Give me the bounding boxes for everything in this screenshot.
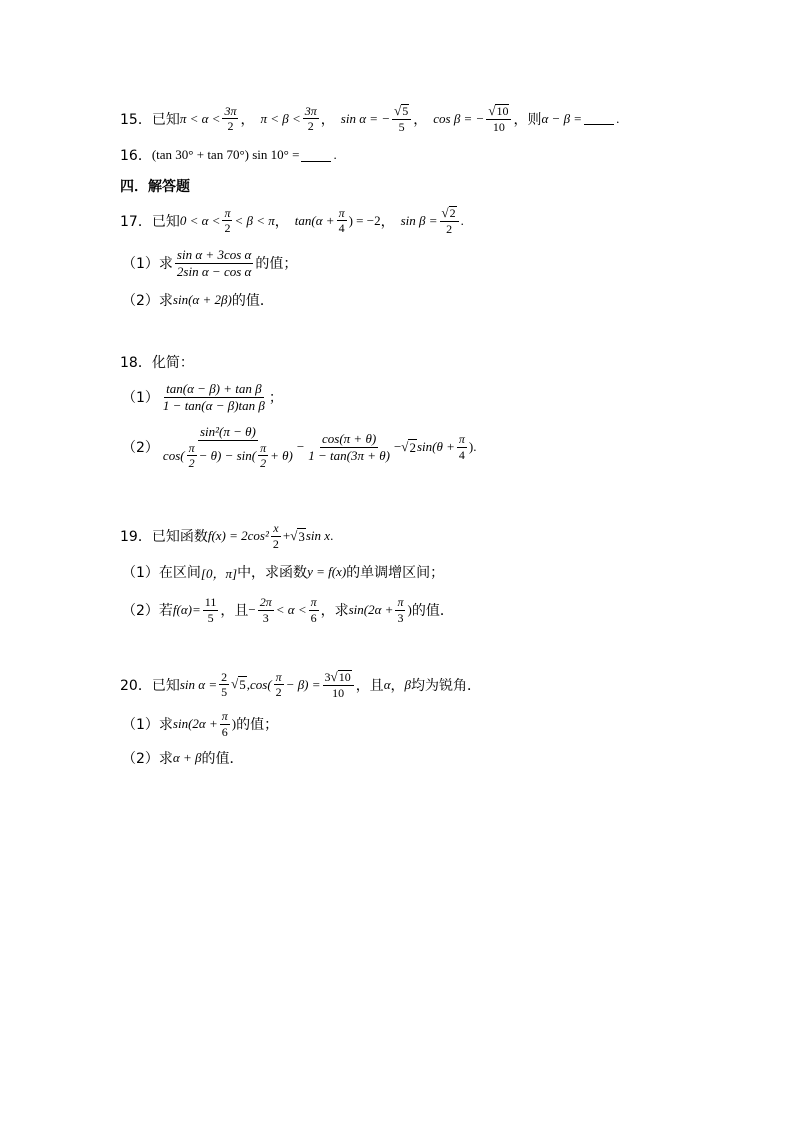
q19-part-2: （2）若 f(α)= $\frac{11}{5}$ ，且 − $\frac{2\pi}{3}$ < α < $\frac{\pi}{6}$ ，求 sin(2α + $\frac{\pi}{3}$ ) 的值． (122, 595, 454, 625)
q20-part-2: （2）求 α + β 的值． (122, 750, 244, 767)
question-18: 18． 化简： (120, 352, 194, 372)
answer-blank-15[interactable] (584, 112, 614, 125)
question-20: 20． 已知 sin α = $\frac{2}{5}$ √ 5 ,cos( $\frac{\pi}{2}$ − β) = 3 √ 10 10 ，且 α ， β 均为锐角． (120, 669, 481, 700)
q18-part-1: （1） $\frac{\text{tan(α − β) + tan β}}{\text{1 − tan(α − β)tan β}}$ ； (122, 381, 283, 413)
q19-part-1: （1）在区间 [0，π] 中，求函数 y = f(x) 的单调增区间； (122, 564, 445, 581)
question-19: 19． 已知函数 f(x) = 2cos² $\frac{x}{2}$ + √ 3 sin x . (120, 521, 334, 551)
q20-number: 20． (120, 677, 152, 694)
q16-number: 16． (120, 148, 152, 164)
question-15: 15． 已知 π < α < $\frac{3\pi}{2}$ ， π < β < $\frac{3\pi}{2}$ ， sin α = − √ 5 5 ， cos β = − √ 10 10 ，则 α − β = . (120, 103, 620, 134)
q19-number: 19． (120, 529, 152, 546)
q18-part-2: （2） sin²(π − θ) cos( $\frac{\pi}{2}$ − θ) − sin( $\frac{\pi}{2}$ + θ) − $\frac{\cos(\pi + \theta)}{1 - \tan(3\pi + \theta)}$ − √ 2 sin(θ + $\frac{\pi}{4}$ ) . (122, 424, 477, 471)
q17-number: 17． (120, 213, 152, 230)
q15-number: 15． (120, 111, 152, 128)
q17-part-1: （1）求 $\frac{\text{sin α + 3cos α}}{\text{2sin α − cos α}}$ 的值； (122, 247, 298, 279)
q17-part-2: （2）求 sin(α + 2β) 的值． (122, 292, 274, 309)
section-heading: 四．解答题 (120, 179, 190, 195)
q20-part-1: （1）求 sin(2α + $\frac{\pi}{6}$ ) 的值； (122, 709, 279, 739)
answer-blank-16[interactable] (301, 149, 331, 162)
question-17: 17． 已知 0 < α < $\frac{\pi}{2}$ < β < π ， tan(α + $\frac{\pi}{4}$ ) = −2 ， sin β = √ 2 2 . (120, 205, 464, 236)
q18-number: 18． (120, 355, 152, 371)
question-16: 16． (tan 30° + tan 70°) sin 10° = . (120, 147, 337, 164)
